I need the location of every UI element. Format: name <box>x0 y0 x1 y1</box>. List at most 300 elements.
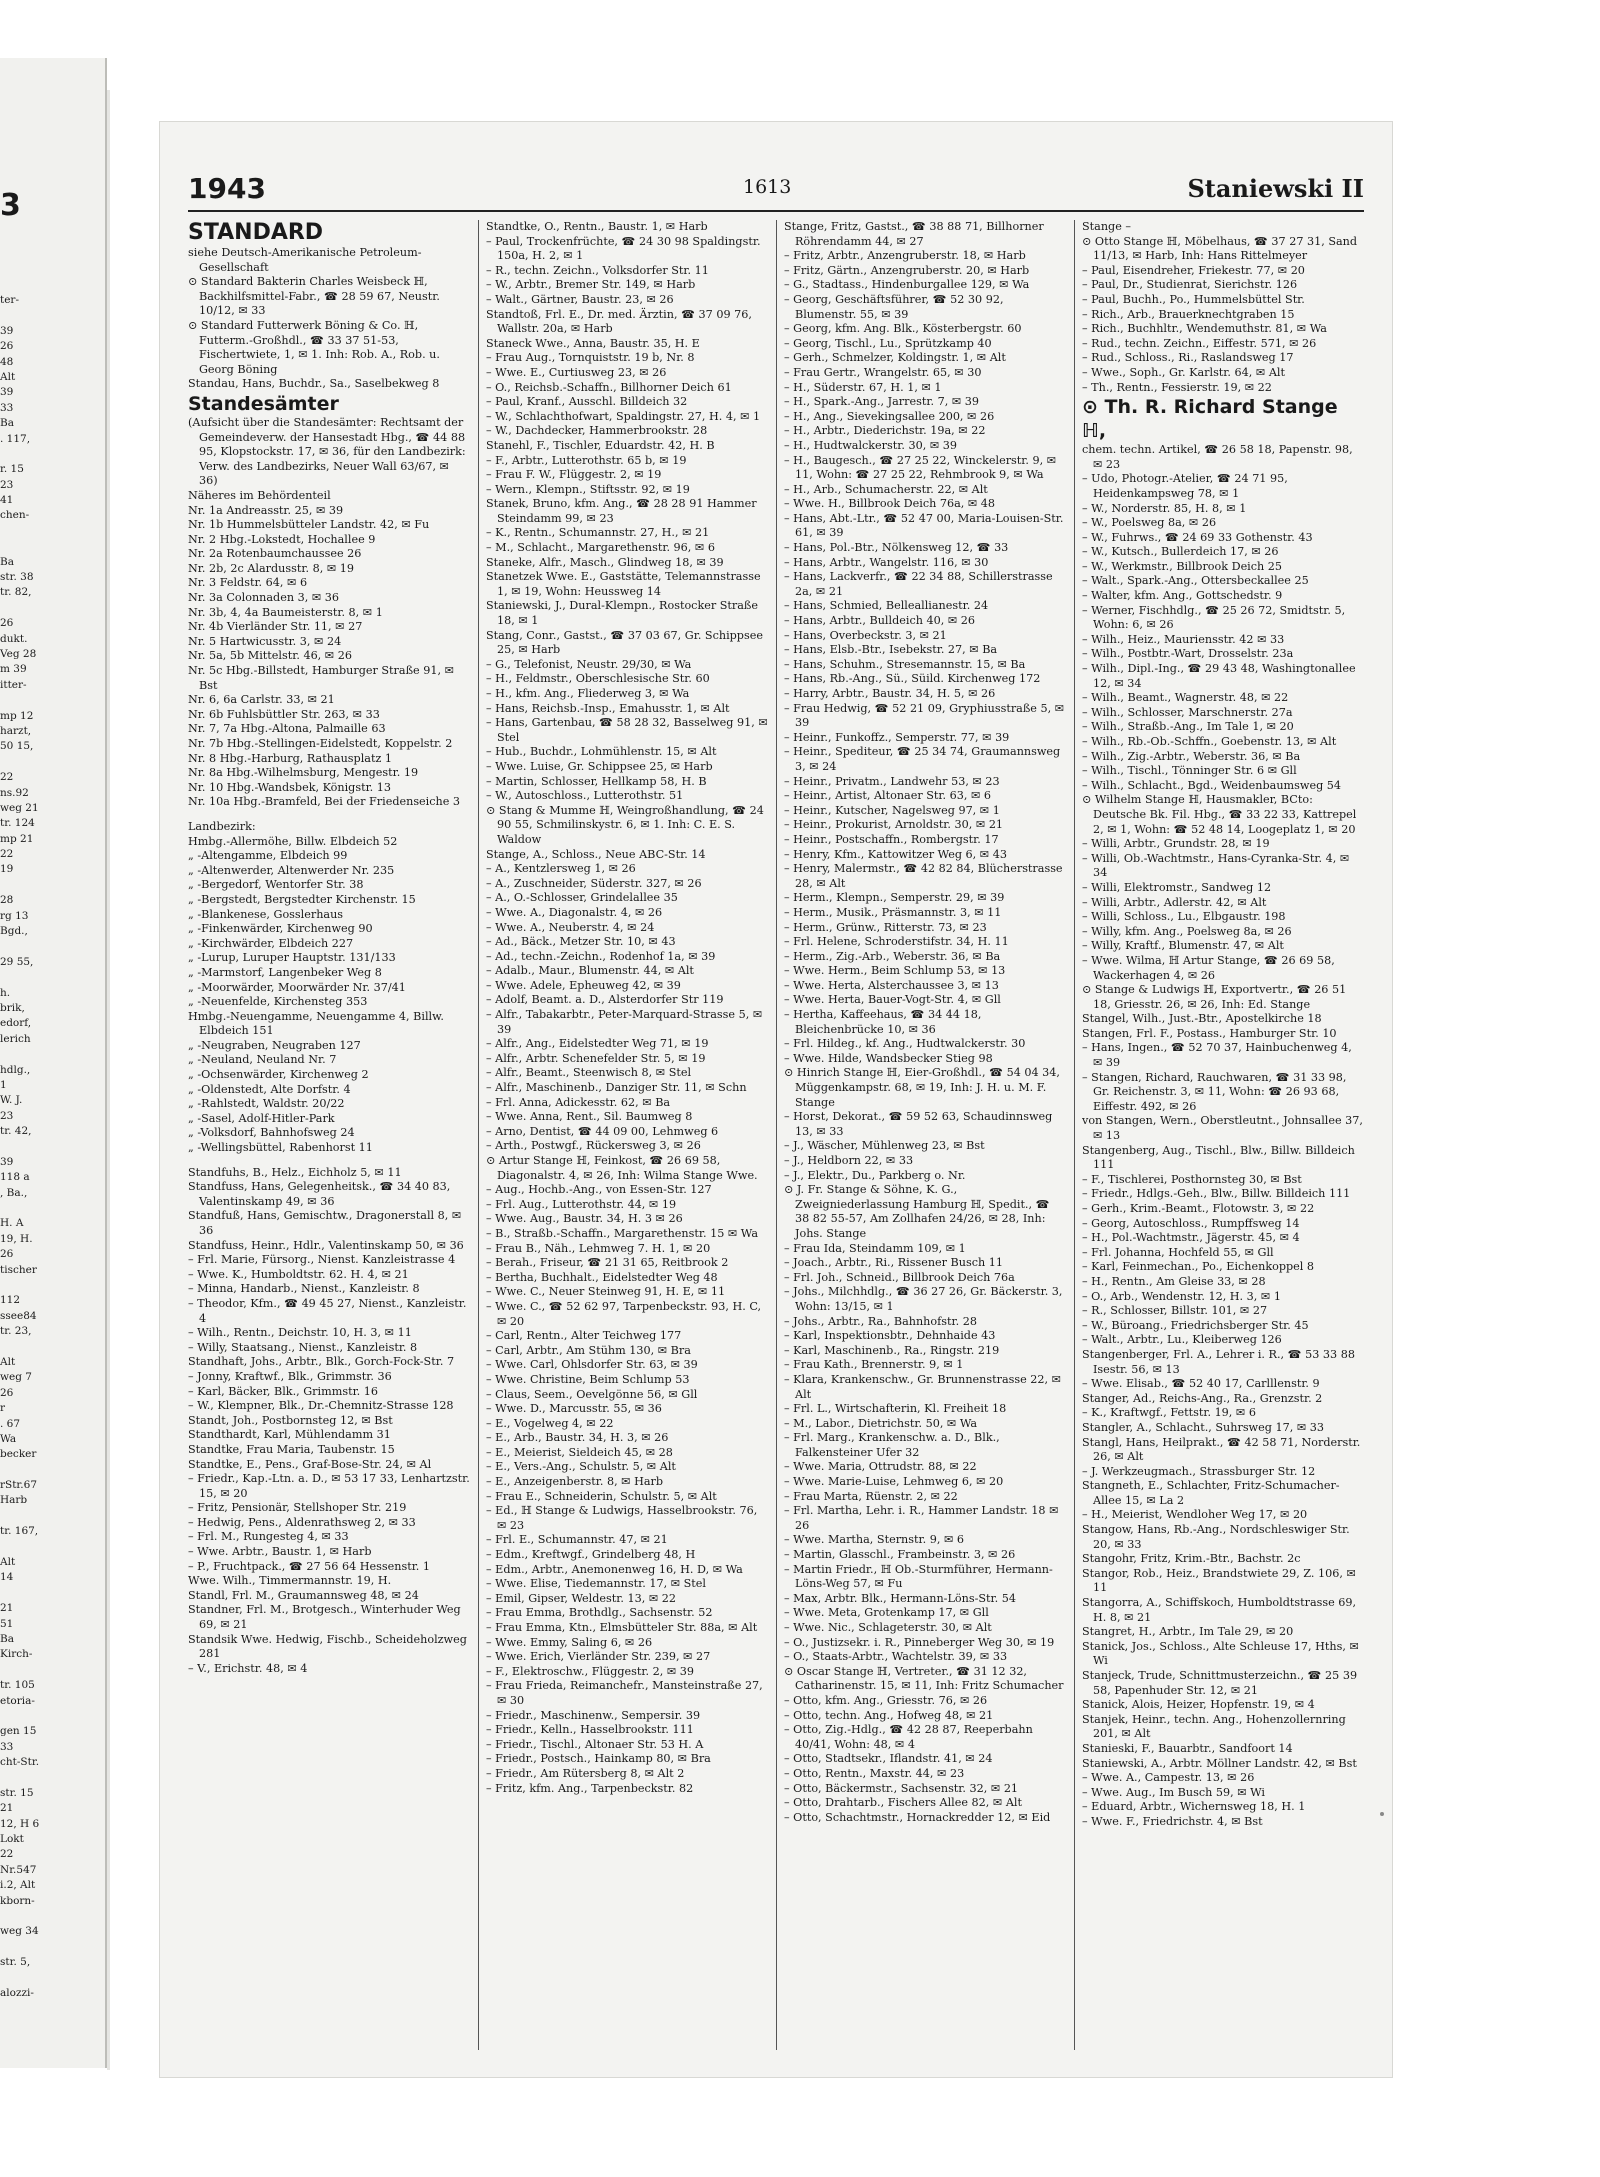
column-2 <box>486 220 768 2050</box>
directory-entry: – Frau Emma, Brothdlg., Sachsenstr. 52 <box>486 1606 713 1620</box>
directory-entry: Staneke, Alfr., Masch., Glindweg 18, ✉ 39 <box>486 555 724 569</box>
fragment-line: str. 38 <box>0 571 34 584</box>
directory-entry: – O., Arb., Wendenstr. 12, H. 3, ✉ 1 <box>1082 1289 1281 1303</box>
fragment-line <box>0 1340 100 1355</box>
directory-entry: – Hans, Elsb.-Btr., Isebekstr. 27, ✉ Ba <box>784 643 998 657</box>
fragment-line: str. 5, <box>0 1956 31 1969</box>
fragment-line: tr. 23, <box>0 1325 32 1338</box>
directory-entry: – Paul, Trockenfrüchte, ☎ 24 30 98 Spaldingstr. 150a, H. 2, ✉ 1 <box>486 234 761 263</box>
fragment-line: H. A <box>0 1217 24 1230</box>
directory-entry: – Willy, Staatsang., Nienst., Kanzleistr. 8 <box>188 1340 418 1354</box>
directory-entry: – Frl. Hildeg., kf. Ang., Hudtwalckerstr. 30 <box>784 1037 1026 1051</box>
directory-entry: Nr. 2b, 2c Alardusstr. 8, ✉ 19 <box>188 561 354 575</box>
directory-entry: – Minna, Handarb., Nienst., Kanzleistr. 8 <box>188 1282 420 1296</box>
directory-entry: Nr. 6b Fuhlsbüttler Str. 263, ✉ 33 <box>188 707 380 721</box>
directory-entry: – Wwe. A., Campestr. 13, ✉ 26 <box>1082 1771 1255 1785</box>
directory-entry: – Frl. Aug., Lutterothstr. 44, ✉ 19 <box>486 1197 677 1211</box>
directory-entry: – Frau Emma, Ktn., Elmsbütteler Str. 88a, ✉ Alt <box>486 1621 758 1634</box>
directory-entry: Stanjek, Heinr., techn. Ang., Hohenzollernring 201, ✉ Alt <box>1082 1712 1346 1741</box>
directory-entry: – Wwe. F., Friedrichstr. 4, ✉ Bst <box>1082 1814 1263 1828</box>
fragment-line: becker <box>0 1448 37 1461</box>
directory-entry: – W., Fuhrws., ☎ 24 69 33 Gothenstr. 43 <box>1082 530 1313 544</box>
directory-entry: „ -Marmstorf, Langenbeker Weg 8 <box>188 965 382 979</box>
directory-entry: „ -Ochsenwärder, Kirchenweg 2 <box>188 1068 369 1082</box>
directory-entry: – Willi, Schloss., Lu., Elbgaustr. 198 <box>1082 910 1286 924</box>
directory-entry: – Claus, Seem., Oevelgönne 56, ✉ Gll <box>486 1387 698 1401</box>
fragment-line: , Ba., <box>0 1186 28 1199</box>
directory-entry: – J., Elektr., Du., Parkberg o. Nr. <box>784 1168 966 1182</box>
directory-entry: – Adolf, Beamt. a. D., Alsterdorfer Str 119 <box>486 993 724 1007</box>
directory-entry: (Aufsicht über die Standesämter: Rechtsamt der Gemeindeverw. der Hansestadt Hbg., ☎ 44 88 95, Klopstockstr. 17, ✉ 36, für den Landbezirk: Verw. des Landbezirks, Neuer Wall 63/67, ✉ 36) <box>188 415 466 488</box>
column-3 <box>784 220 1066 2050</box>
directory-entry: – Rich., Buchhltr., Wendemuthstr. 81, ✉ Wa <box>1082 322 1327 336</box>
fragment-line: 21 <box>0 1802 14 1815</box>
directory-entry: Standsik Wwe. Hedwig, Fischb., Scheideholzweg 281 <box>188 1632 467 1661</box>
directory-entry: Nr. 7, 7a Hbg.-Altona, Palmaille 63 <box>188 722 386 736</box>
directory-entry: – Walt., Gärtner, Baustr. 23, ✉ 26 <box>486 292 674 306</box>
fragment-line <box>0 1278 100 1293</box>
directory-entry: – Willi, Elektromstr., Sandweg 12 <box>1082 880 1272 894</box>
directory-entry: – Wwe. C., Neuer Steinweg 91, H. E, ✉ 11 <box>486 1285 726 1299</box>
directory-entry: – Arth., Postwgf., Rückersweg 3, ✉ 26 <box>486 1139 701 1153</box>
directory-entry: Stang, Conr., Gastst., ☎ 37 03 67, Gr. Schippsee 25, ✉ Harb <box>486 628 763 657</box>
directory-entry: Standt, Joh., Postbornsteg 12, ✉ Bst <box>188 1413 393 1427</box>
fragment-line: Alt <box>0 1556 16 1569</box>
directory-entry: – Frau Hedwig, ☎ 52 21 09, Gryphiusstraße 5, ✉ 39 <box>784 701 1065 730</box>
fragment-line: gen 15 <box>0 1725 37 1738</box>
directory-entry: – Willi, Ob.-Wachtmstr., Hans-Cyranka-Str. 4, ✉ 34 <box>1082 851 1350 880</box>
directory-entry: Nr. 3a Colonnaden 3, ✉ 36 <box>188 591 339 605</box>
column-divider <box>478 220 479 2050</box>
directory-entry: – Paul, Dr., Studienrat, Sierichstr. 126 <box>1082 278 1298 292</box>
directory-entry: Stanick, Jos., Schloss., Alte Schleuse 17, Hths, ✉ Wi <box>1082 1639 1359 1668</box>
directory-entry: – Frl. Martha, Lehr. i. R., Hammer Landstr. 18 ✉ 26 <box>784 1504 1059 1532</box>
fragment-line: tr. 105 <box>0 1679 35 1692</box>
fragment-line: 39 <box>0 324 14 337</box>
fragment-line <box>0 1940 100 1955</box>
directory-entry: – Wwe. C., ☎ 52 62 97, Tarpenbeckstr. 93, H. C, ✉ 20 <box>486 1299 762 1328</box>
fragment-line: 26 <box>0 617 14 630</box>
directory-entry: – H., kfm. Ang., Fliederweg 3, ✉ Wa <box>486 687 690 700</box>
fragment-line: 19, H. <box>0 1232 33 1245</box>
directory-entry: – Willy, Kraftf., Blumenstr. 47, ✉ Alt <box>1082 939 1284 953</box>
directory-entry: – Herm., Klempn., Semperstr. 29, ✉ 39 <box>784 891 1005 905</box>
directory-entry: – Karl, Feinmechan., Po., Eichenkoppel 8 <box>1082 1260 1315 1274</box>
directory-entry: – Gerh., Schmelzer, Koldingstr. 1, ✉ Alt <box>784 351 1006 365</box>
directory-entry: – Rich., Arb., Brauerknechtgraben 15 <box>1082 307 1295 321</box>
directory-entry: Stangenberger, Frl. A., Lehrer i. R., ☎ 53 33 88 Isestr. 56, ✉ 13 <box>1082 1347 1355 1376</box>
directory-entry: – Heinr., Artist, Altonaer Str. 63, ✉ 6 <box>784 789 992 803</box>
directory-entry: – Hans, Lackverfr., ☎ 22 34 88, Schillerstrasse 2a, ✉ 21 <box>784 570 1053 598</box>
directory-entry: – W., Kutsch., Bullerdeich 17, ✉ 26 <box>1082 545 1279 559</box>
directory-entry: – Wilh., Schlosser, Marschnerstr. 27a <box>1082 705 1293 719</box>
directory-entry: – Frl. Helene, Schroderstifstr. 34, H. 11 <box>784 935 1009 949</box>
directory-entry: Hmbg.-Neuengamme, Neuengamme 4, Billw. Elbdeich 151 <box>188 1009 444 1038</box>
directory-entry: Stanieski, F., Bauarbtr., Sandfoort 14 <box>1082 1741 1293 1755</box>
fragment-line <box>0 755 100 770</box>
directory-entry: – Theodor, Kfm., ☎ 49 45 27, Nienst., Kanzleistr. 4 <box>188 1296 467 1325</box>
directory-entry: – F., Tischlerei, Posthornsteg 30, ✉ Bst <box>1082 1172 1302 1186</box>
page-header <box>188 170 1364 212</box>
fragment-line: W. J. <box>0 1094 23 1107</box>
directory-entry: – Alfr., Ang., Eidelstedter Weg 71, ✉ 19 <box>486 1037 709 1051</box>
directory-entry: „ -Bergedorf, Wentorfer Str. 38 <box>188 878 364 892</box>
directory-entry: „ -Rahlstedt, Waldstr. 20/22 <box>188 1097 345 1111</box>
directory-entry: – Ed., ℍ Stange & Ludwigs, Hasselbrookstr. 76, ✉ 23 <box>486 1504 758 1532</box>
section-heading: Standesämter <box>188 392 339 415</box>
directory-entry: – Otto, Bäckermstr., Sachsenstr. 32, ✉ 21 <box>784 1781 1019 1795</box>
directory-entry: – Frl. E., Schumannstr. 47, ✉ 21 <box>486 1533 668 1547</box>
directory-entry: – Hans, Schmied, Belleallianestr. 24 <box>784 599 989 613</box>
directory-entry: Stangler, A., Schlacht., Suhrsweg 17, ✉ 33 <box>1082 1420 1324 1434</box>
directory-entry: – Th., Rentn., Fessierstr. 19, ✉ 22 <box>1082 380 1272 394</box>
directory-entry: – Carl, Arbtr., Am Stühm 130, ✉ Bra <box>486 1343 691 1357</box>
entry-spacer <box>188 1156 470 1166</box>
fragment-line <box>0 1463 100 1478</box>
fragment-line: rStr.67 <box>0 1479 37 1492</box>
fragment-line: 19 <box>0 863 14 876</box>
fragment-line: 28 <box>0 894 14 907</box>
fragment-line: etoria- <box>0 1694 35 1707</box>
directory-entry: – J. Werkzeugmach., Strassburger Str. 12 <box>1082 1464 1316 1478</box>
directory-entry: – Wwe. A., Neuberstr. 4, ✉ 24 <box>486 920 655 934</box>
fragment-line: 23 <box>0 478 14 491</box>
fragment-line: 26 <box>0 340 14 353</box>
directory-entry: – Wwe. Maria, Ottrudstr. 88, ✉ 22 <box>784 1460 977 1474</box>
fragment-line: 39 <box>0 1155 14 1168</box>
directory-entry: – Rud., techn. Zeichn., Eiffestr. 571, ✉ 26 <box>1082 336 1317 350</box>
directory-entry: – H., Arbtr., Diederichstr. 19a, ✉ 22 <box>784 424 986 438</box>
directory-entry: – Otto, Schachtmstr., Hornackredder 12, ✉ Eid <box>784 1810 1051 1824</box>
directory-entry: – Adalb., Maur., Blumenstr. 44, ✉ Alt <box>486 964 694 978</box>
fragment-line: ssee84 <box>0 1309 37 1322</box>
directory-columns <box>188 220 1364 2050</box>
directory-entry: – Willy, kfm. Ang., Poelsweg 8a, ✉ 26 <box>1082 924 1292 938</box>
fragment-line: 22 <box>0 848 14 861</box>
fragment-line: rg 13 <box>0 909 29 922</box>
directory-entry: – H., Baugesch., ☎ 27 25 22, Winckelerstr. 9, ✉ 11, Wohn: ☎ 27 25 22, Rehmbrook 9, ✉ Wa <box>784 453 1057 482</box>
directory-entry: – Horst, Dekorat., ☎ 59 52 63, Schaudinnsweg 13, ✉ 33 <box>784 1110 1053 1138</box>
fragment-line: Bgd., <box>0 925 28 938</box>
directory-entry: „ -Wellingsbüttel, Rabenhorst 11 <box>188 1141 373 1155</box>
directory-entry: Nr. 5a, 5b Mittelstr. 46, ✉ 26 <box>188 649 352 663</box>
fragment-line: tischer <box>0 1263 37 1276</box>
directory-entry: Stangow, Hans, Rb.-Ang., Nordschleswiger Str. 20, ✉ 33 <box>1082 1523 1350 1551</box>
directory-entry: – E., Anzeigenberstr. 8, ✉ Harb <box>486 1475 664 1489</box>
directory-entry: – Wwe. Elise, Tiedemannstr. 17, ✉ Stel <box>486 1577 706 1591</box>
directory-entry: Stangenberg, Aug., Tischl., Blw., Billw. Billdeich 111 <box>1082 1143 1355 1172</box>
directory-entry: – Hans, Schuhm., Stresemannstr. 15, ✉ Ba <box>784 657 1026 671</box>
directory-entry: – K., Rentn., Schumannstr. 27, H., ✉ 21 <box>486 526 710 540</box>
directory-entry: – H., Arb., Schumacherstr. 22, ✉ Alt <box>784 482 988 496</box>
fragment-line: dukt. <box>0 632 28 645</box>
directory-entry: Standtke, E., Pens., Graf-Bose-Str. 24, ✉ Al <box>188 1457 432 1471</box>
directory-entry: – W., Dachdecker, Hammerbrookstr. 28 <box>486 424 708 438</box>
directory-entry: – H., Feldmstr., Oberschlesische Str. 60 <box>486 672 710 686</box>
directory-entry: – Walt., Arbtr., Lu., Kleiberweg 126 <box>1082 1333 1282 1347</box>
directory-entry: – Wwe. Herta, Bauer-Vogt-Str. 4, ✉ Gll <box>784 993 1001 1007</box>
directory-entry: – Heinr., Prokurist, Arnoldstr. 30, ✉ 21 <box>784 818 1004 832</box>
directory-entry: Nr. 2 Hbg.-Lokstedt, Hochallee 9 <box>188 532 376 546</box>
directory-entry: Stanjeck, Trude, Schnittmusterzeichn., ☎ 25 39 58, Papenhuder Str. 12, ✉ 21 <box>1082 1669 1358 1697</box>
directory-entry: – Harry, Arbtr., Baustr. 34, H. 5, ✉ 26 <box>784 687 996 700</box>
directory-entry: – Wwe. Meta, Grotenkamp 17, ✉ Gll <box>784 1606 989 1620</box>
directory-entry: – W., Büroang., Friedrichsberger Str. 45 <box>1082 1318 1309 1332</box>
directory-entry: – Joach., Arbtr., Ri., Rissener Busch 11 <box>784 1256 1003 1270</box>
directory-entry: – Wwe. A., Diagonalstr. 4, ✉ 26 <box>486 905 663 919</box>
directory-entry: ⊙ Artur Stange ℍ, Feinkost, ☎ 26 69 58, Diagonalstr. 4, ✉ 26, Inh: Wilma Stange Wwe. <box>486 1154 758 1182</box>
fragment-line <box>0 970 100 985</box>
directory-entry: „ -Volksdorf, Bahnhofsweg 24 <box>188 1126 355 1140</box>
directory-entry: – Wilh., Zig.-Arbtr., Weberstr. 36, ✉ Ba <box>1082 749 1301 763</box>
fragment-line: 26 <box>0 1386 14 1399</box>
directory-entry: – Hans, Arbtr., Bulldeich 40, ✉ 26 <box>784 614 975 628</box>
directory-entry: Stanek, Bruno, kfm. Ang., ☎ 28 28 91 Hammer Steindamm 99, ✉ 23 <box>486 497 757 525</box>
directory-entry: – Wwe. Emmy, Saling 6, ✉ 26 <box>486 1635 653 1649</box>
directory-entry: – Bertha, Buchhalt., Eidelstedter Weg 48 <box>486 1270 718 1284</box>
directory-entry: – Wwe. Aug., Baustr. 34, H. 3 ✉ 26 <box>486 1212 683 1226</box>
directory-entry: Nr. 5 Hartwicusstr. 3, ✉ 24 <box>188 634 342 648</box>
directory-entry: – Wwe., Soph., Gr. Karlstr. 64, ✉ Alt <box>1082 365 1285 379</box>
directory-entry: – G., Stadtass., Hindenburgallee 129, ✉ Wa <box>784 278 1030 292</box>
fragment-line: weg 21 <box>0 801 39 814</box>
fragment-line <box>0 447 100 462</box>
directory-entry: – M., Labor., Dietrichstr. 50, ✉ Wa <box>784 1416 978 1430</box>
directory-entry: – Herm., Grünw., Ritterstr. 73, ✉ 23 <box>784 920 987 934</box>
directory-entry: Standtke, Frau Maria, Taubenstr. 15 <box>188 1442 395 1456</box>
directory-entry: – W., Schlachthofwart, Spaldingstr. 27, H. 4, ✉ 1 <box>486 409 761 423</box>
directory-entry: – Georg, kfm. Ang. Blk., Kösterbergstr. 60 <box>784 322 1022 336</box>
fragment-line: mp 21 <box>0 832 34 845</box>
directory-entry: Wwe. Wilh., Timmermannstr. 19, H. <box>188 1574 392 1588</box>
directory-entry: – E., Arb., Baustr. 34, H. 3, ✉ 26 <box>486 1431 669 1445</box>
directory-entry: – Heinr., Spediteur, ☎ 25 34 74, Graumannsweg 3, ✉ 24 <box>784 745 1061 773</box>
directory-entry: – Hedwig, Pens., Aldenrathsweg 2, ✉ 33 <box>188 1515 416 1529</box>
directory-entry: – Hans, Arbtr., Wangelstr. 116, ✉ 30 <box>784 555 989 569</box>
directory-entry: – Paul, Kranf., Ausschl. Billdeich 32 <box>486 395 688 409</box>
directory-entry: – F., Elektroschw., Flüggestr. 2, ✉ 39 <box>486 1664 695 1678</box>
running-head: Staniewski II <box>1187 174 1364 203</box>
directory-entry: – Hans, Abt.-Ltr., ☎ 52 47 00, Maria-Louisen-Str. 61, ✉ 39 <box>784 511 1064 540</box>
directory-entry: – Friedr., Postsch., Hainkamp 80, ✉ Bra <box>486 1752 711 1766</box>
book-gutter <box>107 90 110 2070</box>
directory-entry: – Werner, Fischhdlg., ☎ 25 26 72, Smidtstr. 5, Wohn: 6, ✉ 26 <box>1082 603 1346 632</box>
directory-entry: – Otto, techn. Ang., Hofweg 48, ✉ 21 <box>784 1708 994 1722</box>
directory-entry: Staniewski, J., Dural-Klempn., Rostocker Straße 18, ✉ 1 <box>486 599 759 628</box>
fragment-line: 26 <box>0 1248 14 1261</box>
directory-entry: Hmbg.-Allermöhe, Billw. Elbdeich 52 <box>188 834 398 848</box>
directory-entry: – Karl, Inspektionsbtr., Dehnhaide 43 <box>784 1329 996 1343</box>
fragment-line: 33 <box>0 401 14 414</box>
fragment-line: . 67 <box>0 1417 21 1430</box>
directory-entry: – H., Süderstr. 67, H. 1, ✉ 1 <box>784 380 942 394</box>
fragment-line: 51 <box>0 1617 14 1630</box>
directory-entry: – W., Poelsweg 8a, ✉ 26 <box>1082 516 1217 530</box>
directory-entry: – O., Justizsekr. i. R., Pinneberger Weg 30, ✉ 19 <box>784 1635 1055 1649</box>
directory-entry: – Aug., Hochb.-Ang., von Essen-Str. 127 <box>486 1183 712 1197</box>
directory-entry: – Emil, Gipser, Weldestr. 13, ✉ 22 <box>486 1591 677 1605</box>
fragment-line <box>0 693 100 708</box>
directory-entry: – Friedr., Tischl., Altonaer Str. 53 H. A <box>486 1737 704 1751</box>
previous-page-number: 3 <box>0 188 21 223</box>
directory-entry: Standtoß, Frl. E., Dr. med. Ärztin, ☎ 37 09 76, Wallstr. 20a, ✉ Harb <box>486 307 752 336</box>
directory-entry: – A., Kentzlersweg 1, ✉ 26 <box>486 862 636 876</box>
entry-spacer <box>188 810 470 820</box>
directory-entry: – Karl, Bäcker, Blk., Grimmstr. 16 <box>188 1384 379 1398</box>
directory-entry: – Friedr., Kap.-Ltn. a. D., ✉ 53 17 33, Lenhartzstr. 15, ✉ 20 <box>188 1472 470 1500</box>
directory-entry: ⊙ Wilhelm Stange ℍ, Hausmakler, BCto: Deutsche Bk. Fil. Hbg., ☎ 33 22 33, Kattrepel 2, ✉ 1, Wohn: ☎ 52 48 14, Loogeplatz 1, ✉ 20 <box>1082 793 1357 836</box>
directory-entry: – Alfr., Maschinenb., Danziger Str. 11, ✉ Schn <box>486 1081 747 1095</box>
directory-entry: Stangor, Rob., Heiz., Brandstwiete 29, Z. 106, ✉ 11 <box>1082 1566 1356 1595</box>
fragment-line: 14 <box>0 1571 14 1584</box>
fragment-line: Ba <box>0 1632 14 1645</box>
directory-entry: – Alfr., Tabakarbtr., Peter-Marquard-Strasse 5, ✉ 39 <box>486 1008 763 1036</box>
directory-entry: – Wwe. Martha, Sternstr. 9, ✉ 6 <box>784 1533 964 1547</box>
fragment-line: Veg 28 <box>0 647 37 660</box>
directory-entry: – M., Schlacht., Margarethenstr. 96, ✉ 6 <box>486 541 715 555</box>
directory-entry: – Frl. Johanna, Hochfeld 55, ✉ Gll <box>1082 1245 1274 1259</box>
directory-entry: – Herm., Musik., Präsmannstr. 3, ✉ 11 <box>784 905 1002 919</box>
directory-entry: – Otto, Stadtsekr., Iflandstr. 41, ✉ 24 <box>784 1752 993 1766</box>
directory-entry: – Wwe. Nic., Schlageterstr. 30, ✉ Alt <box>784 1621 992 1634</box>
directory-entry: – Wwe. H., Billbrook Deich 76a, ✉ 48 <box>784 497 996 511</box>
previous-page-fragment <box>0 58 107 2068</box>
directory-entry: – Klara, Krankenschw., Gr. Brunnenstrasse 22, ✉ Alt <box>784 1372 1062 1401</box>
directory-entry: – Wwe. Wilma, ℍ Artur Stange, ☎ 26 69 58, Wackerhagen 4, ✉ 26 <box>1082 953 1335 982</box>
column-4 <box>1082 220 1364 2050</box>
directory-entry: Nr. 4b Vierländer Str. 11, ✉ 27 <box>188 620 363 634</box>
directory-entry: – Friedr., Kelln., Hasselbrookstr. 111 <box>486 1723 694 1737</box>
fragment-line <box>0 1139 100 1154</box>
fragment-line: lerich <box>0 1032 31 1045</box>
directory-entry: – Carl, Rentn., Alter Teichweg 177 <box>486 1329 682 1343</box>
directory-entry: – Karl, Maschinenb., Ra., Ringstr. 219 <box>784 1343 1000 1357</box>
directory-entry: – Arno, Dentist, ☎ 44 09 00, Lehmweg 6 <box>486 1124 719 1138</box>
directory-entry: – Edm., Arbtr., Anemonenweg 16, H. D, ✉ Wa <box>486 1562 743 1576</box>
fragment-line <box>0 1971 100 1986</box>
fragment-line: 29 55, <box>0 955 34 968</box>
directory-entry: – Frl. Marg., Krankenschw. a. D., Blk., Falkensteiner Ufer 32 <box>784 1431 1000 1459</box>
fragment-line: tr. 82, <box>0 586 32 599</box>
fragment-line <box>0 308 100 323</box>
fragment-line: tr. 124 <box>0 817 35 830</box>
directory-entry: – Wwe. Erich, Vierländer Str. 239, ✉ 27 <box>486 1650 711 1664</box>
fragment-line: Lokt <box>0 1833 24 1846</box>
directory-entry: – Wilh., Heiz., Mauriensstr. 42 ✉ 33 <box>1082 632 1285 646</box>
directory-entry: siehe Deutsch-Amerikanische Petroleum-Gesellschaft <box>188 246 422 274</box>
directory-entry: – Hertha, Kaffeehaus, ☎ 34 44 18, Bleichenbrücke 10, ✉ 36 <box>784 1008 982 1036</box>
directory-entry: Stangohr, Fritz, Krim.-Btr., Bachstr. 2c <box>1082 1552 1301 1566</box>
fragment-line: 22 <box>0 771 14 784</box>
directory-entry: – H., Rentn., Am Gleise 33, ✉ 28 <box>1082 1274 1266 1288</box>
directory-entry: „ -Lurup, Luruper Hauptstr. 131/133 <box>188 951 396 965</box>
directory-entry: „ -Blankenese, Gosslerhaus <box>188 907 344 921</box>
directory-entry: – Georg, Geschäftsführer, ☎ 52 30 92, Blumenstr. 55, ✉ 39 <box>784 292 1004 321</box>
directory-entry: „ -Neuland, Neuland Nr. 7 <box>188 1053 337 1067</box>
fragment-line: Alt <box>0 1355 16 1368</box>
fragment-line <box>0 539 100 554</box>
fragment-line: chen- <box>0 509 30 522</box>
fragment-line: 50 15, <box>0 740 34 753</box>
directory-entry: Stanehl, F., Tischler, Eduardstr. 42, H. B <box>486 438 715 452</box>
directory-entry: ⊙ J. Fr. Stange & Söhne, K. G., Zweigniederlassung Hamburg ℍ, Spedit., ☎ 38 82 55-57, Am Zollhafen 24/26, ✉ 28, Inh: Johs. Stange <box>784 1183 1050 1240</box>
fragment-line: weg 7 <box>0 1371 32 1384</box>
fragment-line: 22 <box>0 1848 14 1861</box>
directory-entry: – Wwe. Marie-Luise, Lehmweg 6, ✉ 20 <box>784 1475 1004 1489</box>
directory-entry: Stangret, H., Arbtr., Im Tale 29, ✉ 20 <box>1082 1625 1294 1639</box>
directory-entry: – Alfr., Beamt., Steenwisch 8, ✉ Stel <box>486 1066 692 1080</box>
directory-entry: – Wwe. Arbtr., Baustr. 1, ✉ Harb <box>188 1545 372 1559</box>
directory-entry: – B., Straßb.-Schaffn., Margarethenstr. 15 ✉ Wa <box>486 1226 758 1240</box>
directory-entry: „ -Bergstedt, Bergstedter Kirchenstr. 15 <box>188 892 416 906</box>
fragment-line <box>0 1771 100 1786</box>
directory-entry: – Frau E., Schneiderin, Schulstr. 5, ✉ Alt <box>486 1489 717 1503</box>
column-divider <box>1074 220 1075 2050</box>
directory-entry: – Otto, Zig.-Hdlg., ☎ 42 28 87, Reeperbahn 40/41, Wohn: 48, ✉ 4 <box>784 1723 1033 1751</box>
directory-entry: – Henry, Kfm., Kattowitzer Weg 6, ✉ 43 <box>784 847 1007 861</box>
directory-entry: – Frl. Marie, Fürsorg., Nienst. Kanzleistrasse 4 <box>188 1253 456 1267</box>
fragment-line <box>0 1540 100 1555</box>
directory-entry: – Fritz, Arbtr., Anzengruberstr. 18, ✉ Harb <box>784 249 1026 263</box>
directory-entry: – Gerh., Krim.-Beamt., Flotowstr. 3, ✉ 22 <box>1082 1202 1315 1215</box>
directory-entry: – R., Schlosser, Billstr. 101, ✉ 27 <box>1082 1304 1268 1318</box>
directory-entry: – Frau Marta, Rüenstr. 2, ✉ 22 <box>784 1489 958 1503</box>
directory-entry: – Frl. L., Wirtschafterin, Kl. Freiheit 18 <box>784 1402 1007 1416</box>
directory-entry: – Wwe. Herm., Beim Schlump 53, ✉ 13 <box>784 964 1006 978</box>
fragment-line: 33 <box>0 1740 14 1753</box>
directory-entry: – Johs., Arbtr., Ra., Bahnhofstr. 28 <box>784 1314 977 1328</box>
directory-entry: von Stangen, Wern., Oberstleutnt., Johnsallee 37, ✉ 13 <box>1082 1114 1363 1143</box>
directory-entry: Nr. 7b Hbg.-Stellingen-Eidelstedt, Koppelstr. 2 <box>188 737 453 750</box>
directory-entry: – Georg, Autoschloss., Rumpffsweg 14 <box>1082 1216 1300 1230</box>
fragment-line: h. <box>0 986 11 999</box>
fragment-line: tr. 42, <box>0 1125 32 1138</box>
directory-entry: Landbezirk: <box>188 819 256 833</box>
directory-entry: – Max, Arbtr. Blk., Hermann-Löns-Str. 54 <box>784 1591 1016 1605</box>
directory-entry: Stanick, Alois, Heizer, Hopfenstr. 19, ✉ 4 <box>1082 1698 1315 1712</box>
fragment-line: 1 <box>0 1078 7 1091</box>
fragment-line <box>0 878 100 893</box>
page-edge-mark <box>1380 1812 1384 1816</box>
directory-entry: – Wilh., Rentn., Deichstr. 10, H. 3, ✉ 11 <box>188 1326 412 1340</box>
directory-entry: Nr. 2a Rotenbaumchaussee 26 <box>188 547 362 561</box>
directory-entry: – E., Vers.-Ang., Schulstr. 5, ✉ Alt <box>486 1460 676 1474</box>
directory-entry: – Hans, Gartenbau, ☎ 58 28 32, Basselweg 91, ✉ Stel <box>486 716 768 744</box>
fragment-line: Ba <box>0 417 14 430</box>
directory-entry: ⊙ Stang & Mumme ℍ, Weingroßhandlung, ☎ 24 90 55, Schmilinskystr. 6, ✉ 1. Inh: C. E. S. Waldow <box>486 803 764 846</box>
directory-entry: – Fritz, kfm. Ang., Tarpenbeckstr. 82 <box>486 1781 694 1795</box>
directory-entry: – Fritz, Gärtn., Anzengruberstr. 20, ✉ Harb <box>784 263 1030 277</box>
directory-entry: – Hans, Reichsb.-Insp., Emahusstr. 1, ✉ Alt <box>486 701 730 715</box>
fragment-line: ns.92 <box>0 786 29 799</box>
directory-entry: – Georg, Tischl., Lu., Sprützkamp 40 <box>784 336 992 350</box>
directory-entry: – Friedr., Hdlgs.-Geh., Blw., Billw. Billdeich 111 <box>1082 1187 1351 1201</box>
directory-entry: Stangneth, E., Schlachter, Fritz-Schumacher-Allee 15, ✉ La 2 <box>1082 1479 1340 1507</box>
directory-entry: – Henry, Malermstr., ☎ 42 82 84, Blücherstrasse 28, ✉ Alt <box>784 862 1063 890</box>
directory-entry: – Wilh., Straßb.-Ang., Im Tale 1, ✉ 20 <box>1082 720 1294 734</box>
directory-entry: – A., Zuschneider, Süderstr. 327, ✉ 26 <box>486 876 702 890</box>
directory-entry: – Wilh., Beamt., Wagnerstr. 48, ✉ 22 <box>1082 691 1289 705</box>
directory-entry: – Otto, kfm. Ang., Griesstr. 76, ✉ 26 <box>784 1693 988 1707</box>
directory-entry: – Herm., Zig.-Arb., Weberstr. 36, ✉ Ba <box>784 949 1001 963</box>
fragment-line: Harb <box>0 1494 28 1507</box>
directory-entry: – Heinr., Kutscher, Nagelsweg 97, ✉ 1 <box>784 803 1000 817</box>
directory-entry: – Wwe. D., Marcusstr. 55, ✉ 36 <box>486 1402 662 1416</box>
directory-entry: Nr. 6, 6a Carlstr. 33, ✉ 21 <box>188 693 335 707</box>
directory-entry: – W., Norderstr. 85, H. 8, ✉ 1 <box>1082 501 1247 515</box>
directory-entry: – Frau F. W., Flüggestr. 2, ✉ 19 <box>486 468 662 482</box>
directory-entry: Stange, Fritz, Gastst., ☎ 38 88 71, Billhorner Röhrendamm 44, ✉ 27 <box>784 220 1044 248</box>
